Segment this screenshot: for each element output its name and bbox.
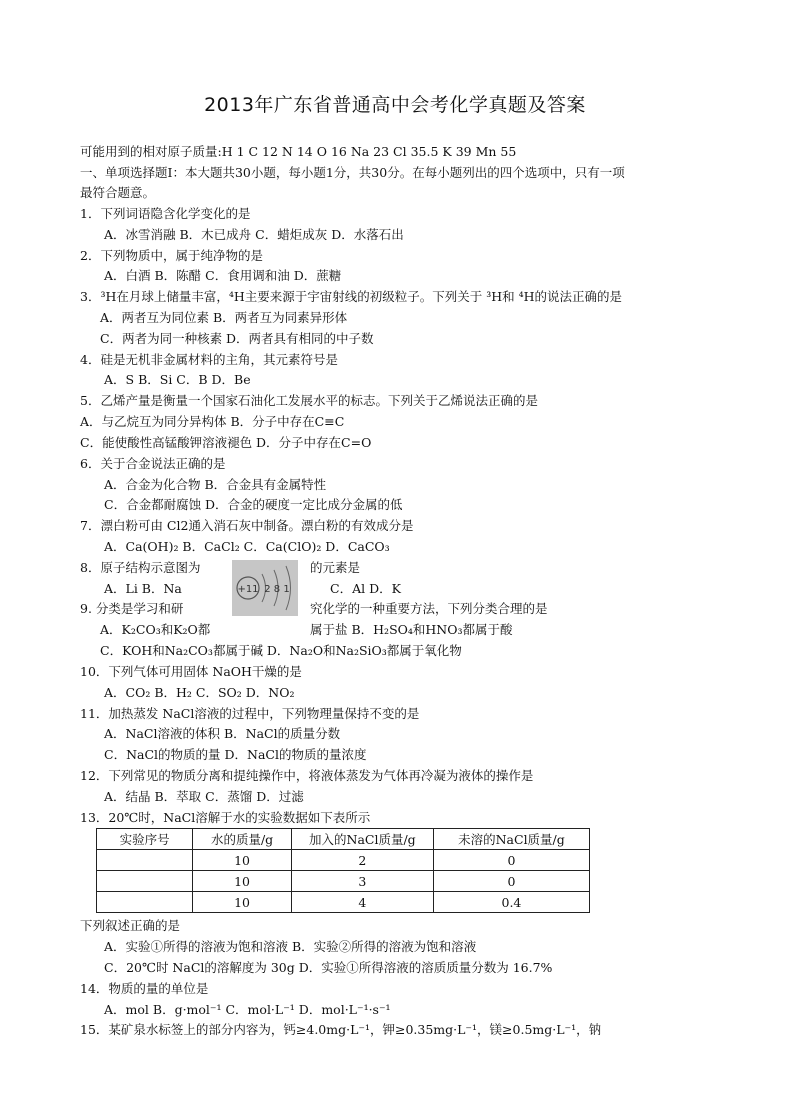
- table-cell: [97, 850, 193, 871]
- table-cell: [97, 892, 193, 913]
- q1-options: A．冰雪消融 B．木已成舟 C．蜡炬成灰 D．水落石出: [104, 227, 404, 242]
- table-header-cell: 加入的NaCl质量/g: [291, 829, 433, 850]
- q6-options-1: A．合金为化合物 B．合金具有金属特性: [104, 477, 327, 492]
- q11-stem: 11．加热蒸发 NaCl溶液的过程中，下列物理量保持不变的是: [80, 706, 420, 721]
- section-heading-line-2: 最符合题意。: [80, 185, 156, 200]
- q8-options-left: A．Li B．Na: [104, 581, 182, 596]
- atom-shell-electrons: 2 8 1: [264, 584, 290, 595]
- q13-after-table: 下列叙述正确的是: [80, 918, 181, 933]
- table-cell: 10: [193, 850, 291, 871]
- table-cell: [97, 871, 193, 892]
- q8-options-right: C．Al D．K: [330, 581, 401, 596]
- q4-options: A．S B．Si C．B D．Be: [104, 372, 251, 387]
- q10-stem: 10．下列气体可用固体 NaOH干燥的是: [80, 664, 302, 679]
- q14-options: A．mol B．g·mol⁻¹ C．mol·L⁻¹ D．mol·L⁻¹·s⁻¹: [104, 1002, 391, 1017]
- q15-stem: 15．某矿泉水标签上的部分内容为，钙≥4.0mg·L⁻¹，钾≥0.35mg·L⁻¹，镁≥0.5mg·L⁻¹，钠: [80, 1022, 602, 1037]
- q1-stem: 1．下列词语隐含化学变化的是: [80, 206, 251, 221]
- page-title: 2013年广东省普通高中会考化学真题及答案: [204, 94, 586, 116]
- table-cell: 4: [291, 892, 433, 913]
- q9-stem-end: 究化学的一种重要方法，下列分类合理的是: [310, 601, 548, 616]
- q4-stem: 4．硅是无机非金属材料的主角，其元素符号是: [80, 352, 338, 367]
- atom-structure-svg: [232, 560, 298, 616]
- experiment-table: [96, 828, 590, 913]
- section-heading-line-1: 一、单项选择题Ⅰ：本大题共30小题，每小题1分，共30分。在每小题列出的四个选项中，只有一项: [80, 165, 625, 180]
- q5-stem: 5．乙烯产量是衡量一个国家石油化工发展水平的标志。下列关于乙烯说法正确的是: [80, 393, 538, 408]
- q9-stem-start: 9. 分类是学习和研: [80, 601, 184, 616]
- q11-options-2: C．NaCl的物质的量 D．NaCl的物质的量浓度: [104, 747, 367, 762]
- q13-options-2: C．20℃时 NaCl的溶解度为 30g D．实验①所得溶液的溶质质量分数为 16.7%: [104, 960, 553, 975]
- table-row: [97, 850, 590, 871]
- q3-options-2: C．两者为同一种核素 D．两者具有相同的中子数: [100, 331, 374, 346]
- table-header-cell: 水的质量/g: [193, 829, 291, 850]
- q3-stem: 3．³H在月球上储量丰富，⁴H主要来源于宇宙射线的初级粒子。下列关于 ³H和 ⁴H的说法正确的是: [80, 289, 623, 304]
- q2-options: A．白酒 B．陈醋 C．食用调和油 D．蔗糖: [104, 268, 342, 283]
- q8-stem-end: 的元素是: [310, 560, 361, 575]
- q9-options-1-start: A．K₂CO₃和K₂O都: [100, 622, 211, 637]
- atomic-masses-line: 可能用到的相对原子质量:H 1 C 12 N 14 O 16 Na 23 Cl 35.5 K 39 Mn 55: [80, 144, 517, 159]
- table-cell: 10: [193, 871, 291, 892]
- table-cell: 10: [193, 892, 291, 913]
- q12-options: A．结晶 B．萃取 C．蒸馏 D．过滤: [104, 789, 304, 804]
- q12-stem: 12．下列常见的物质分离和提纯操作中，将液体蒸发为气体再冷凝为液体的操作是: [80, 768, 534, 783]
- table-header-cell: 实验序号: [97, 829, 193, 850]
- atom-nucleus-label: +11: [237, 584, 259, 595]
- atom-structure-diagram: [232, 560, 298, 616]
- q9-options-1-end: 属于盐 B．H₂SO₄和HNO₃都属于酸: [310, 622, 513, 637]
- q10-options: A．CO₂ B．H₂ C．SO₂ D．NO₂: [104, 685, 295, 700]
- table-cell: 0: [433, 871, 589, 892]
- q14-stem: 14．物质的量的单位是: [80, 981, 209, 996]
- q9-options-2: C．KOH和Na₂CO₃都属于碱 D．Na₂O和Na₂SiO₃都属于氧化物: [100, 643, 462, 658]
- q7-options: A．Ca(OH)₂ B．CaCl₂ C．Ca(ClO)₂ D．CaCO₃: [104, 539, 390, 554]
- q13-options-1: A．实验①所得的溶液为饱和溶液 B．实验②所得的溶液为饱和溶液: [104, 939, 477, 954]
- q3-options-1: A．两者互为同位素 B．两者互为同素异形体: [100, 310, 348, 325]
- q5-options-2: C．能使酸性高锰酸钾溶液褪色 D．分子中存在C=O: [80, 435, 372, 450]
- table-header-cell: 未溶的NaCl质量/g: [433, 829, 589, 850]
- q8-stem-start: 8．原子结构示意图为: [80, 560, 201, 575]
- q13-stem: 13．20℃时，NaCl溶解于水的实验数据如下表所示: [80, 810, 371, 825]
- q6-stem: 6．关于合金说法正确的是: [80, 456, 226, 471]
- table-cell: 2: [291, 850, 433, 871]
- q5-options-1: A．与乙烷互为同分异构体 B．分子中存在C≡C: [80, 414, 345, 429]
- table-cell: 0.4: [433, 892, 589, 913]
- q11-options-1: A．NaCl溶液的体积 B．NaCl的质量分数: [104, 726, 341, 741]
- q7-stem: 7．漂白粉可由 Cl2通入消石灰中制备。漂白粉的有效成分是: [80, 518, 414, 533]
- table-row: [97, 892, 590, 913]
- table-row: [97, 871, 590, 892]
- q6-options-2: C．合金都耐腐蚀 D．合金的硬度一定比成分金属的低: [104, 497, 403, 512]
- table-cell: 3: [291, 871, 433, 892]
- q2-stem: 2．下列物质中，属于纯净物的是: [80, 248, 263, 263]
- table-header-row: [97, 829, 590, 850]
- table-cell: 0: [433, 850, 589, 871]
